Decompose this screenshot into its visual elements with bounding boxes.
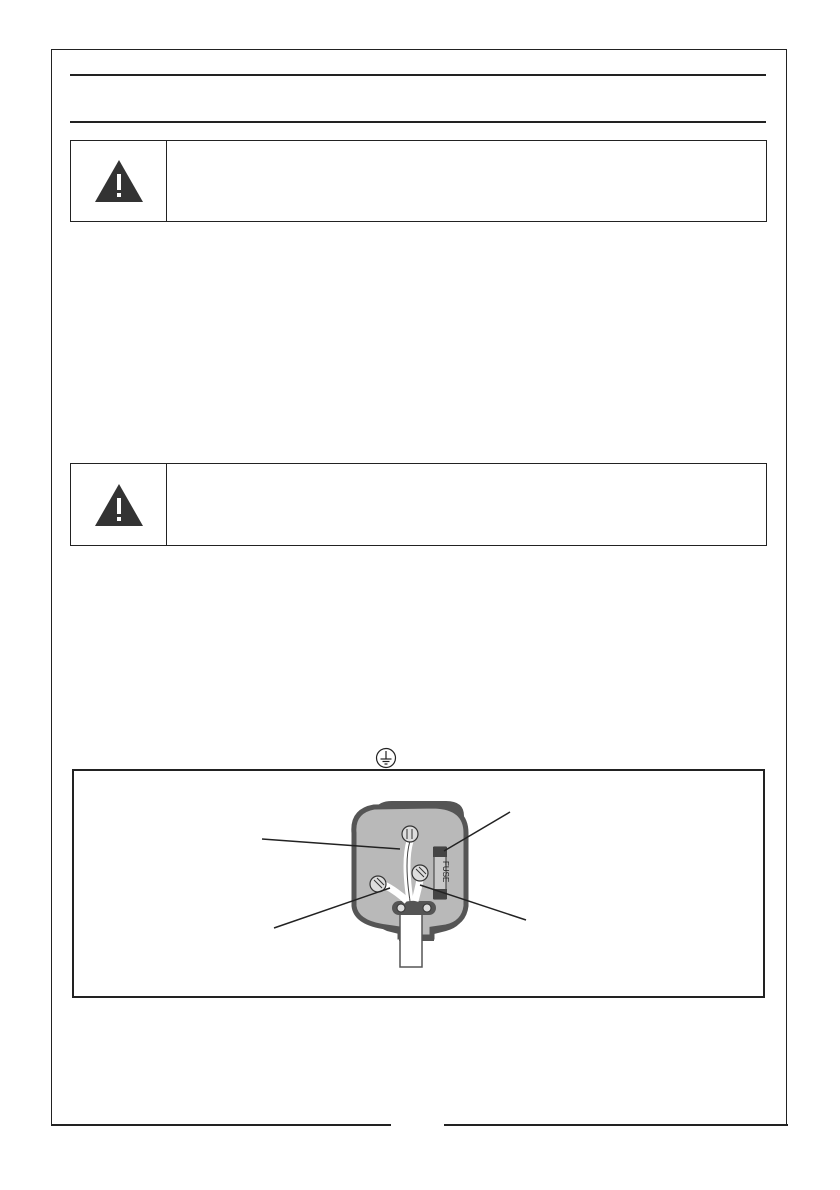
cable <box>400 907 422 967</box>
warning-icon-cell <box>71 464 167 545</box>
warning-triangle-icon <box>93 158 145 204</box>
body-section-2 <box>70 560 766 740</box>
footer-rule-left <box>51 1124 391 1126</box>
warning-box-2 <box>70 463 767 546</box>
warning-text-2 <box>167 464 766 545</box>
plug-illustration <box>74 771 763 996</box>
warning-triangle-icon <box>93 482 145 528</box>
body-section-1 <box>70 236 766 456</box>
earth-terminal-screw <box>402 826 418 842</box>
header-top-rule <box>70 74 766 76</box>
header-title <box>70 82 766 118</box>
fuse-label: FUSE <box>441 861 450 883</box>
header-bottom-rule <box>70 121 766 123</box>
plug-wiring-diagram <box>72 769 765 998</box>
warning-box-1 <box>70 140 767 222</box>
warning-icon-cell <box>71 141 167 221</box>
warning-text-1 <box>167 141 766 221</box>
earth-ground-icon <box>375 747 397 769</box>
footer-rule-right <box>444 1124 788 1126</box>
